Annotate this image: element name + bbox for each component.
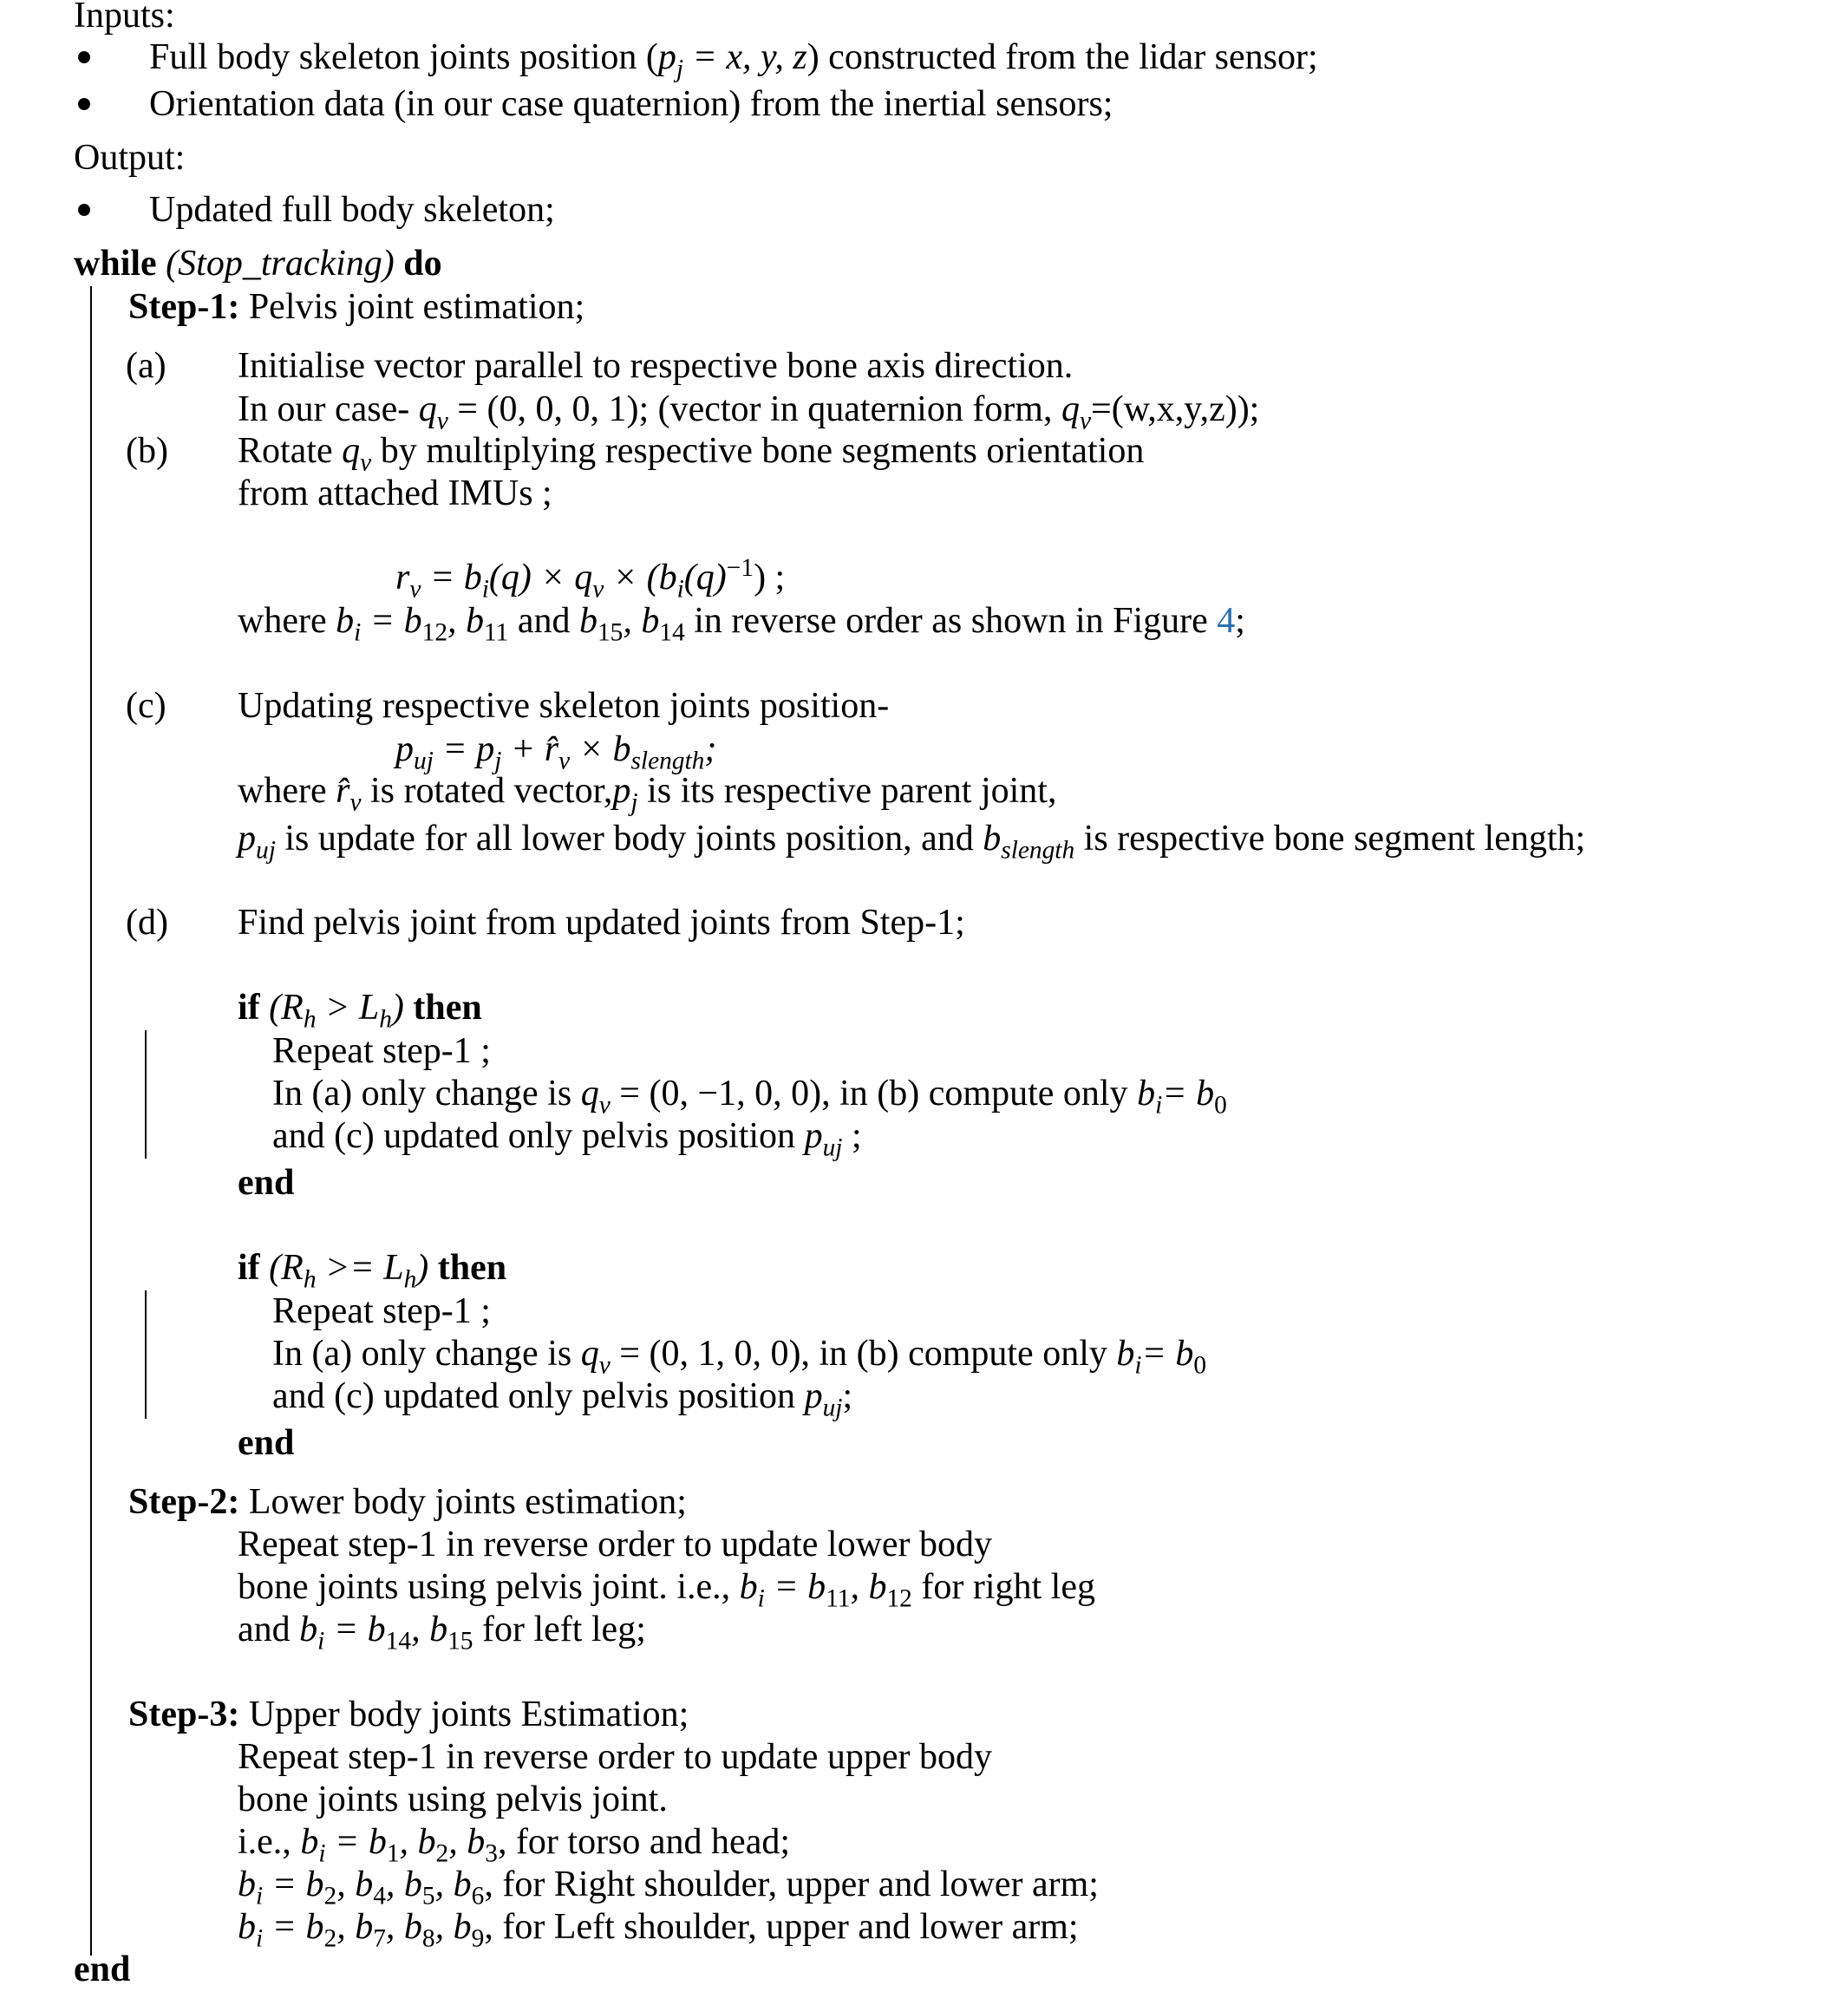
if1-bar (145, 1030, 147, 1159)
input-item-orientation: Orientation data (in our case quaternion) from the inertial sensors; (149, 84, 1113, 124)
step1-a-marker: (a) (126, 346, 167, 386)
step3-heading: Step-3: Upper body joints Estimation; (128, 1695, 689, 1734)
if2-line2: In (a) only change is $q_v = (0$, 1, 0, 0), in (b) compute only $b_i= b_0$ (272, 1334, 1207, 1380)
while-loop-bar (90, 286, 92, 1956)
while-header: while (Stop_tracking) do (74, 244, 442, 284)
step1-b-line2: from attached IMUs ; (238, 474, 552, 513)
bullet-icon (78, 98, 90, 110)
step1-c-marker: (c) (126, 686, 167, 726)
if1-end: end (238, 1163, 295, 1203)
while-end: end (74, 1950, 131, 1989)
step1-d-marker: (d) (126, 903, 168, 943)
if1-line2: In (a) only change is $q_v = (0$, −1, 0, 0), in (b) compute only $b_i= b_0$ (272, 1074, 1227, 1120)
inputs-heading: Inputs: (74, 0, 175, 36)
figure-4-link[interactable]: 4 (1217, 601, 1236, 641)
if2-line1: Repeat step-1 ; (272, 1291, 491, 1331)
step2-line3: and $b_i = b_{14}$, $b_{15}$ for left leg; (238, 1610, 646, 1656)
step2-heading: Step-2: Lower body joints estimation; (128, 1482, 687, 1522)
step3-line2: bone joints using pelvis joint. (238, 1780, 668, 1819)
step1-b-where: where $b_i = b_{12}$, $b_{11}$ and $b_{15}$, $b_{14}$ in reverse order as shown in Figure 4; (238, 601, 1245, 647)
output-item-skeleton: Updated full body skeleton; (149, 190, 555, 230)
if1-line1: Repeat step-1 ; (272, 1031, 491, 1071)
step1-a-line1: Initialise vector parallel to respective bone axis direction. (238, 346, 1074, 386)
step1-a-line2: In our case- $q_v = (0$, 0, 0, 1); (vector in quaternion form, $q_v=(w,x,y,z)$); (238, 389, 1260, 435)
step2-line1: Repeat step-1 in reverse order to update lower body (238, 1525, 993, 1564)
if1-header: if $(R_h > L_h)$ then (238, 988, 482, 1034)
step1-b-line1: Rotate $q_v$ by multiplying respective bone segments orientation (238, 431, 1145, 477)
step1-d-line1: Find pelvis joint from updated joints from Step-1; (238, 903, 965, 943)
step1-c-where: where $r̂_v$ is rotated $vector,p_j$ is its respective parent joint, (238, 771, 1057, 817)
step1-c-equation: $p_{uj} = p_j$ + $r̂_v \times b_{slength}$; (395, 729, 717, 775)
step1-c-line4: $p_{uj}$ is update for all lower body joints position, and $b_{slength}$ is respective bone segment length; (238, 819, 1586, 865)
step1-heading: Step-1: Pelvis joint estimation; (128, 287, 585, 327)
if2-bar (145, 1290, 147, 1419)
step1-b-marker: (b) (126, 431, 168, 471)
step1-c-line1: Updating respective skeleton joints position- (238, 686, 890, 726)
step1-b-equation: $r_v = b_i(q) \times q_v \times (b_i(q)^{-1})$ ; (395, 554, 786, 604)
if1-line3: and (c) updated only pelvis position $p_{uj}$ ; (272, 1116, 862, 1162)
input-item-skeleton-joints: Full body skeleton joints position ($p_j = x$, y, z) constructed from the lidar sensor; (149, 37, 1318, 83)
output-heading: Output: (74, 138, 186, 178)
step3-line5: $b_i = b_2$, $b_7$, $b_8$, $b_9$, for Left shoulder, upper and lower arm; (238, 1907, 1079, 1953)
bullet-icon (78, 51, 90, 63)
bullet-icon (78, 204, 90, 216)
step3-line4: $b_i = b_2$, $b_4$, $b_5$, $b_6$, for Right shoulder, upper and lower arm; (238, 1865, 1099, 1910)
step3-line3: i.e., $b_i = b_1$, $b_2$, $b_3$, for torso and head; (238, 1822, 791, 1868)
step2-line2: bone joints using pelvis joint. i.e., $b_i = b_{11}$, $b_{12}$ for right leg (238, 1567, 1095, 1613)
step3-line1: Repeat step-1 in reverse order to update upper body (238, 1737, 993, 1777)
if2-end: end (238, 1423, 295, 1463)
if2-line3: and (c) updated only pelvis position $p_{uj}$; (272, 1376, 853, 1422)
if2-header: if $(R_h >= L_h)$ then (238, 1248, 507, 1294)
